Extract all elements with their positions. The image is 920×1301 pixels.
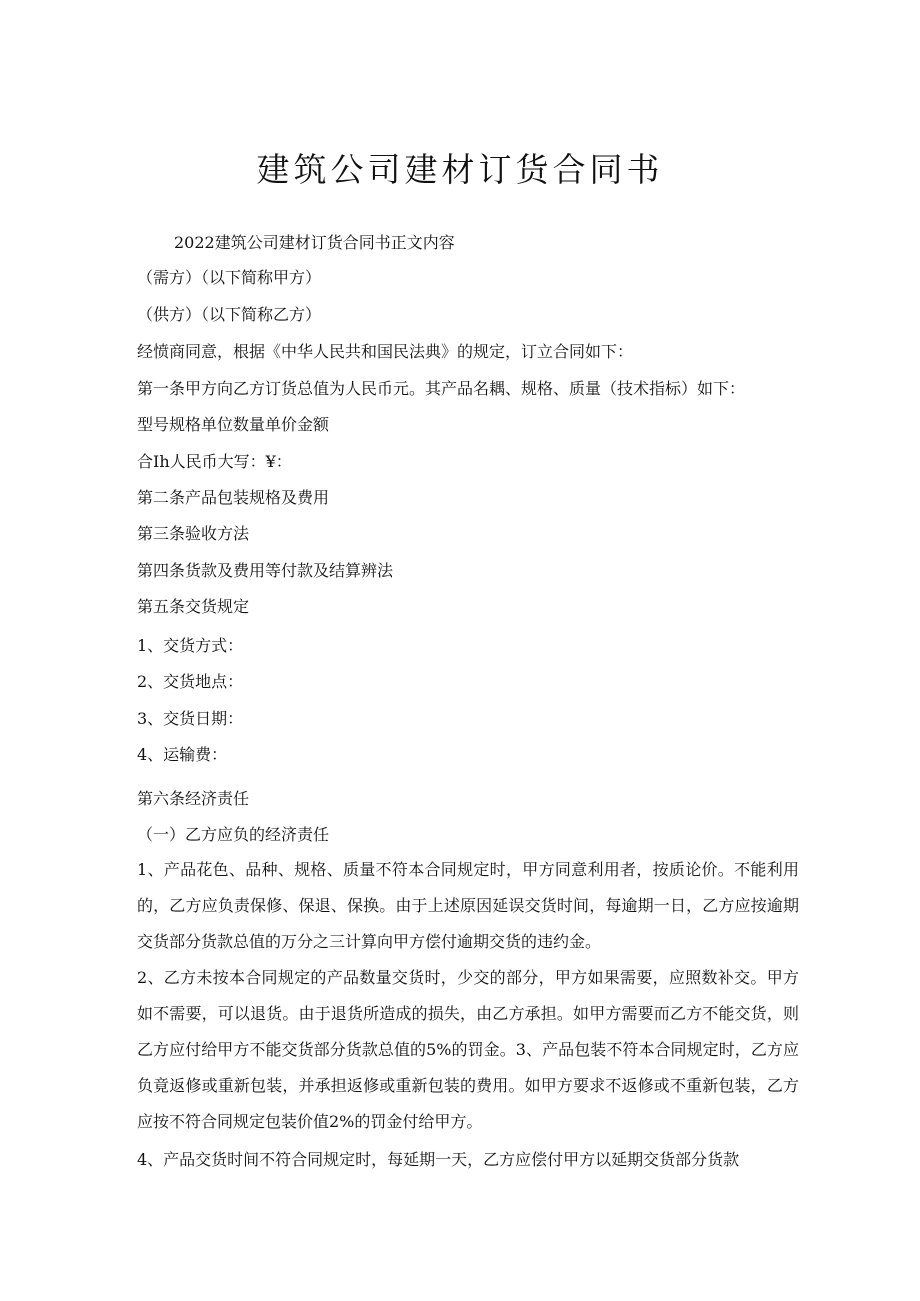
- preamble-line: 经愤商同意，根据《中华人民共和国民法典》的规定，订立合同如下：: [137, 342, 634, 361]
- delivery-location-line: 2、交货地点：: [137, 672, 244, 691]
- clause-1-paragraph: 1、产品花色、品种、规格、质量不符本合同规定时，甲方同意利用者，按质论价。不能利用的，乙方应负责保修、保退、保换。由于上述原因延误交货时间，每逾期一日，乙方应按逾期交货部分货款总值的万分之三计算向甲方偿付逾期交货的违约金。: [137, 860, 799, 951]
- party-a-line: （需方）（以下简称甲方）: [137, 268, 322, 287]
- clause-4-paragraph: 4、产品交货时间不符合同规定时，每延期一天，乙方应偿付甲方以延期交货部分货款: [137, 1150, 740, 1169]
- total-line: 合Ih人民币大写：¥：: [137, 452, 292, 471]
- article-5-line: 第五条交货规定: [137, 597, 250, 616]
- article-4-line: 第四条货款及费用等付款及结算辨法: [137, 561, 394, 580]
- article-3-line: 第三条验收方法: [137, 524, 250, 543]
- document-title: 建筑公司建材订货合同书: [256, 150, 664, 189]
- table-header-line: 型号规格单位数量单价金额: [137, 415, 330, 434]
- document-subtitle: 2022建筑公司建材订货合同书正文内容: [174, 233, 455, 252]
- article-2-line: 第二条产品包装规格及费用: [137, 488, 330, 507]
- delivery-date-line: 3、交货日期：: [137, 709, 244, 728]
- section-1-heading: （一）乙方应负的经济责任: [137, 825, 330, 844]
- transport-fee-line: 4、运输费：: [137, 745, 228, 764]
- party-b-line: （供方）（以下简称乙方）: [137, 305, 322, 324]
- clause-2-3-paragraph: 2、乙方未按本合同规定的产品数量交货时，少交的部分，甲方如果需要，应照数补交。甲方如不需要，可以退货。由于退货所造成的损失，由乙方承担。如甲方需要而乙方不能交货，则乙方应付给甲方不能交货部分货款总值的5%的罚金。3、产品包装不符本合同规定时，乙方应负竟返修或重新包装，并承担返修或重新包装的费用。如甲方要求不返修或不重新包装，乙方应按不符合同规定包装价值2%的罚金付给甲方。: [137, 968, 799, 1131]
- article-6-line: 第六条经济责任: [137, 789, 250, 808]
- delivery-method-line: 1、交货方式：: [137, 636, 244, 655]
- article-1-line: 第一条甲方向乙方订货总值为人民币元。其产品名耦、规格、质量（技术指标）如下：: [137, 379, 746, 398]
